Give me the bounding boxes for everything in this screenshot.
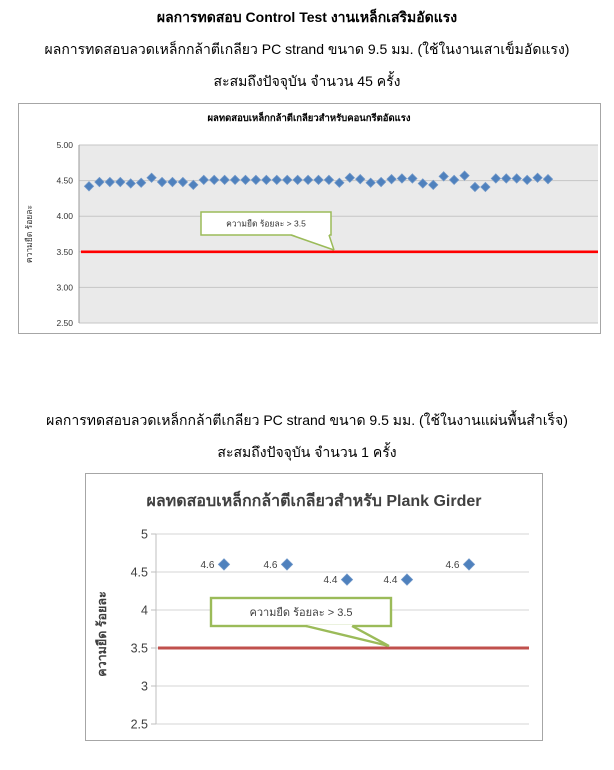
y-tick-label: 3.50 [56, 246, 73, 257]
y-axis-title: ความยืด ร้อยละ [95, 591, 109, 677]
report-subtitle-plank: ผลการทดสอบลวดเหล็กกล้าตีเกลียว PC strand ขนาด 9.5 มม. (ใช้ในงานแผ่นพื้นสำเร็จ) [46, 412, 568, 428]
chart-plank-girder [85, 473, 543, 741]
point-label: 4.6 [263, 559, 278, 571]
report-count-pile: สะสมถึงปัจจุบัน จำนวน 45 ครั้ง [213, 73, 401, 89]
data-point [401, 574, 412, 585]
data-point [218, 559, 229, 570]
chart-title: ผลทดสอบเหล็กกล้าตีเกลียวสำหรับ Plank Girder [146, 493, 482, 510]
point-label: 4.4 [383, 575, 398, 587]
point-label: 4.4 [323, 575, 338, 587]
report-title: ผลการทดสอบ Control Test งานเหล็กเสริมอัดแรง [156, 9, 458, 25]
chart-prestressed-concrete-canvas [19, 104, 600, 333]
y-tick-label: 2.50 [56, 318, 73, 328]
y-tick-label: 3.5 [130, 641, 148, 656]
callout-text: ความยืด ร้อยละ > 3.5 [226, 218, 306, 229]
data-point [341, 574, 352, 585]
report-count-plank: สะสมถึงปัจจุบัน จำนวน 1 ครั้ง [217, 444, 397, 460]
callout-text: ความยืด ร้อยละ > 3.5 [249, 607, 353, 619]
data-point [281, 559, 292, 570]
plot-area [79, 145, 598, 323]
data-point [463, 559, 474, 570]
y-tick-label: 4.00 [56, 211, 73, 222]
y-tick-label: 5 [141, 527, 148, 542]
point-label: 4.6 [445, 559, 460, 571]
y-tick-label: 2.5 [130, 717, 148, 732]
y-tick-label: 4 [141, 603, 148, 618]
chart-title: ผลทดสอบเหล็กกล้าตีเกลียวสำหรับคอนกรีตอัดแรง [207, 113, 411, 124]
point-label: 4.6 [200, 559, 215, 571]
chart-prestressed-concrete [18, 103, 601, 334]
y-tick-label: 4.50 [56, 175, 73, 186]
y-tick-label: 4.5 [130, 565, 148, 580]
y-tick-label: 3.00 [56, 282, 73, 293]
chart-plank-girder-canvas [86, 474, 542, 740]
y-tick-label: 3 [141, 679, 148, 694]
report-subtitle-pile: ผลการทดสอบลวดเหล็กกล้าตีเกลียว PC strand ขนาด 9.5 มม. (ใช้ในงานเสาเข็มอัดแรง) [44, 41, 570, 57]
y-tick-label: 5.00 [56, 140, 73, 150]
y-axis-title: ความยืด ร้อยละ [24, 204, 34, 264]
